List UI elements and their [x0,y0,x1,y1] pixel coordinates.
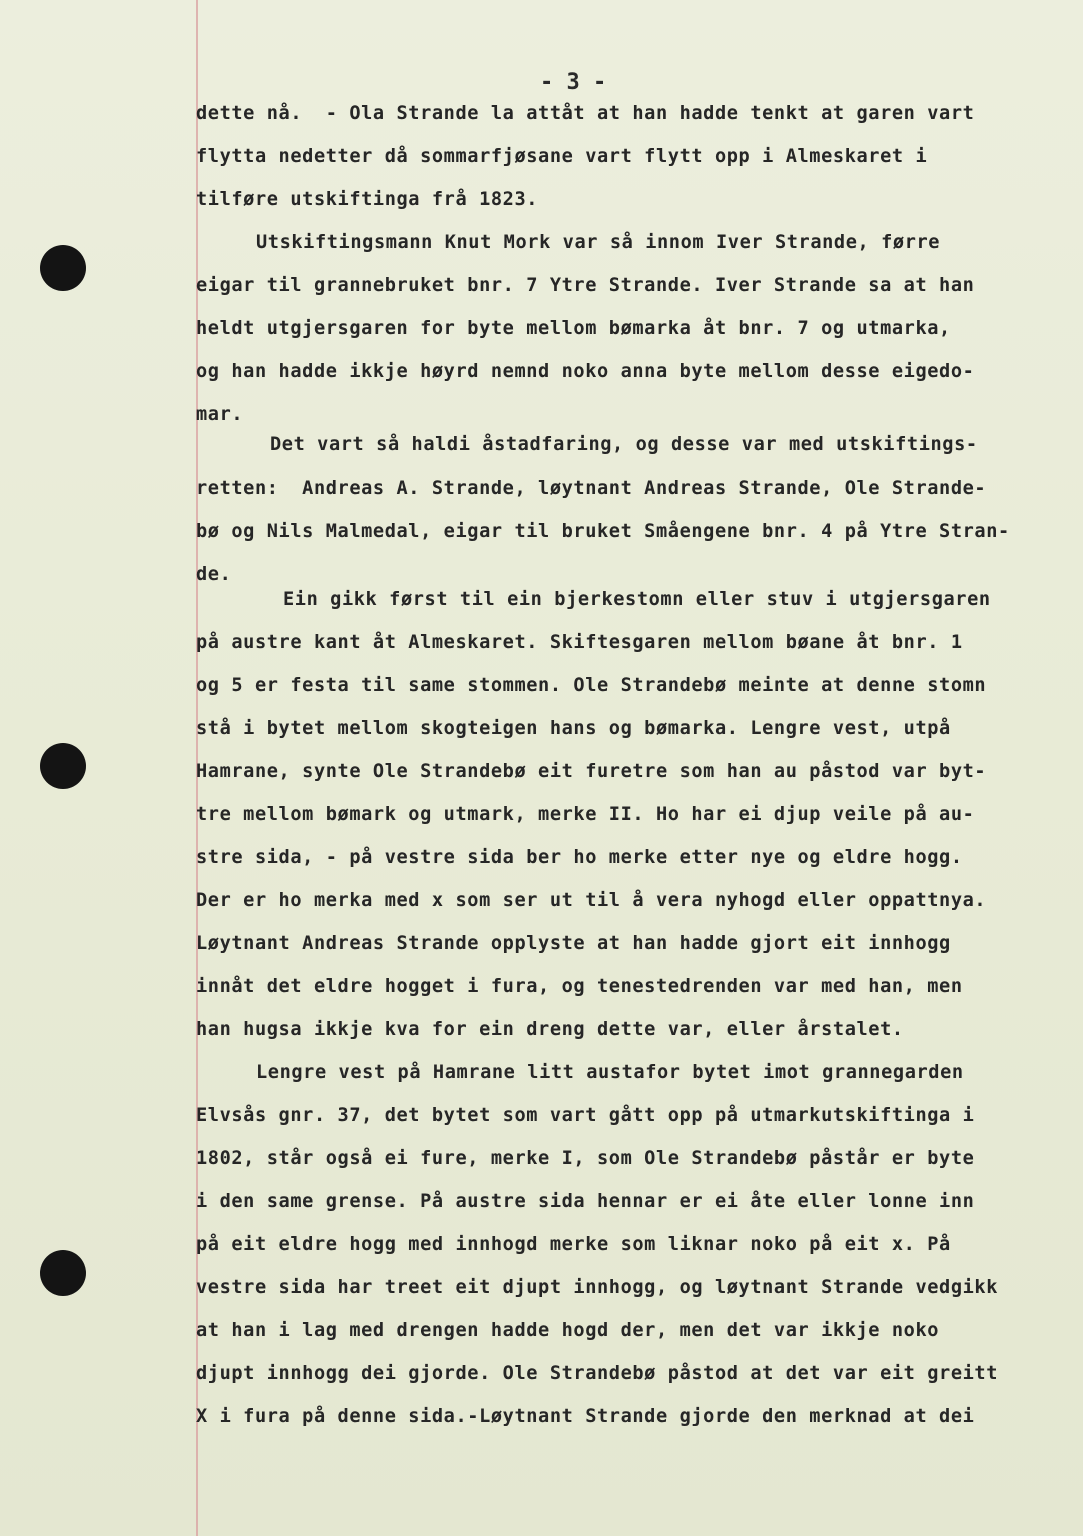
text-line: eigar til grannebruket bnr. 7 Ytre Strande. Iver Strande sa at han [196,275,975,296]
text-line: på austre kant åt Almeskaret. Skiftesgaren mellom bøane åt bnr. 1 [196,632,963,653]
text-line: X i fura på denne sida.-Løytnant Strande gjorde den merknad at dei [196,1406,975,1427]
text-line: Løytnant Andreas Strande opplyste at han hadde gjort eit innhogg [196,933,951,954]
text-line: de. [196,564,232,585]
text-line: Der er ho merka med x som ser ut til å vera nyhogd eller oppattnya. [196,890,987,911]
text-line: Lengre vest på Hamrane litt austafor bytet imot grannegarden [256,1062,964,1083]
text-line: vestre sida har treet eit djupt innhogg, og løytnant Strande vedgikk [196,1277,999,1298]
text-line: og han hadde ikkje høyrd nemnd noko anna byte mellom desse eigedo- [196,361,975,382]
text-line: tilføre utskiftinga frå 1823. [196,189,539,210]
text-line: Det vart så haldi åstadfaring, og desse var med utskiftings- [270,434,978,455]
text-line: Hamrane, synte Ole Strandebø eit furetre som han au påstod var byt- [196,761,987,782]
text-line: flytta nedetter då sommarfjøsane vart flytt opp i Almeskaret i [196,146,928,167]
text-line: innåt det eldre hogget i fura, og tenestedrenden var med han, men [196,976,963,997]
text-line: at han i lag med drengen hadde hogd der, men det var ikkje noko [196,1320,940,1341]
text-line: han hugsa ikkje kva for ein dreng dette var, eller årstalet. [196,1019,904,1040]
text-line: mar. [196,404,244,425]
text-line: bø og Nils Malmedal, eigar til bruket Småengene bnr. 4 på Ytre Stran- [196,521,1010,542]
text-line: Utskiftingsmann Knut Mork var så innom Iver Strande, førre [256,232,941,253]
text-line: stå i bytet mellom skogteigen hans og bømarka. Lengre vest, utpå [196,718,951,739]
text-line: dette nå. - Ola Strande la attåt at han hadde tenkt at garen vart [196,103,975,124]
text-line: tre mellom bømark og utmark, merke II. Ho har ei djup veile på au- [196,804,975,825]
punch-hole [40,245,86,291]
text-line: djupt innhogg dei gjorde. Ole Strandebø påstod at det var eit greitt [196,1363,999,1384]
text-line: på eit eldre hogg med innhogd merke som liknar noko på eit x. På [196,1234,951,1255]
text-line: Elvsås gnr. 37, det bytet som vart gått opp på utmarkutskiftinga i [196,1105,975,1126]
text-line: og 5 er festa til same stommen. Ole Strandebø meinte at denne stomn [196,675,987,696]
punch-hole [40,743,86,789]
page-number: - 3 - [540,70,607,95]
punch-hole [40,1250,86,1296]
text-line: Ein gikk først til ein bjerkestomn eller stuv i utgjersgaren [283,589,991,610]
text-line: 1802, står også ei fure, merke I, som Ole Strandebø påstår er byte [196,1148,975,1169]
text-line: heldt utgjersgaren for byte mellom bømarka åt bnr. 7 og utmarka, [196,318,951,339]
text-line: i den same grense. På austre sida hennar er ei åte eller lonne inn [196,1191,975,1212]
text-line: retten: Andreas A. Strande, løytnant Andreas Strande, Ole Strande- [196,478,987,499]
text-line: stre sida, - på vestre sida ber ho merke etter nye og eldre hogg. [196,847,963,868]
